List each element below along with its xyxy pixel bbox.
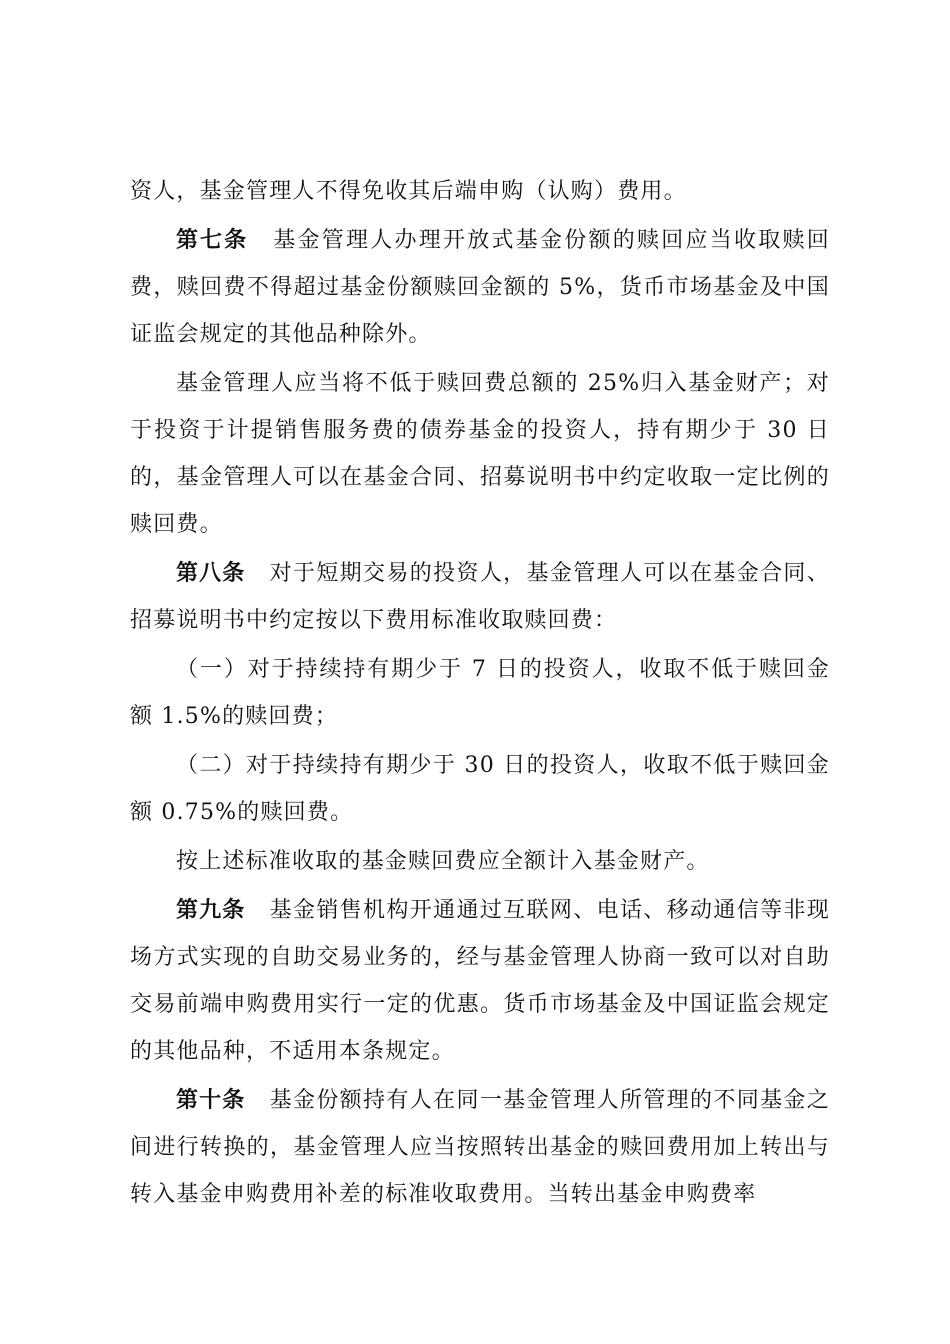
document-page	[130, 168, 830, 1220]
paragraph-text: 基金管理人应当将不低于赎回费总额的 25%归入基金财产；对于投资于计提销售服务费的债券基金的投资人，持有期少于 30 日的，基金管理人可以在基金合同、招募说明书中约定收取一定比例的赎回费。	[130, 371, 830, 537]
article-7-paragraph	[130, 217, 830, 358]
paragraph-continuation	[130, 168, 830, 215]
paragraph-text: 基金销售机构开通通过互联网、电话、移动通信等非现场方式实现的自助交易业务的，经与基金管理人协商一致可以对自助交易前端申购费用实行一定的优惠。货币市场基金及中国证监会规定的其他品种，不适用本条规定。	[130, 898, 830, 1064]
article-8-closing	[130, 838, 830, 885]
article-9-paragraph	[130, 887, 830, 1075]
article-label: 第十条	[176, 1087, 246, 1113]
paragraph-text: （一）对于持续持有期少于 7 日的投资人，收取不低于赎回金额 1.5%的赎回费；	[130, 657, 830, 729]
article-label: 第七条	[176, 227, 249, 253]
paragraph-text: 资人，基金管理人不得免收其后端申购（认购）费用。	[130, 179, 687, 204]
paragraph-text: 按上述标准收取的基金赎回费应全额计入基金财产。	[176, 849, 710, 874]
paragraph-text: 基金管理人办理开放式基金份额的赎回应当收取赎回费，赎回费不得超过基金份额赎回金额的 5%，货币市场基金及中国证监会规定的其他品种除外。	[130, 228, 830, 347]
paragraph-text: （二）对于持续持有期少于 30 日的投资人，收取不低于赎回金额 0.75%的赎回费。	[130, 753, 830, 825]
article-label: 第九条	[176, 897, 246, 923]
article-8-item-1	[130, 646, 830, 740]
article-8-item-2	[130, 742, 830, 836]
article-7-subparagraph	[130, 360, 830, 548]
article-10-paragraph	[130, 1077, 830, 1218]
article-label: 第八条	[176, 560, 246, 586]
paragraph-text: 对于短期交易的投资人，基金管理人可以在基金合同、招募说明书中约定按以下费用标准收取赎回费：	[130, 561, 830, 633]
article-8-paragraph	[130, 550, 830, 644]
paragraph-text: 基金份额持有人在同一基金管理人所管理的不同基金之间进行转换的，基金管理人应当按照转出基金的赎回费用加上转出与转入基金申购费用补差的标准收取费用。当转出基金申购费率	[130, 1088, 830, 1207]
